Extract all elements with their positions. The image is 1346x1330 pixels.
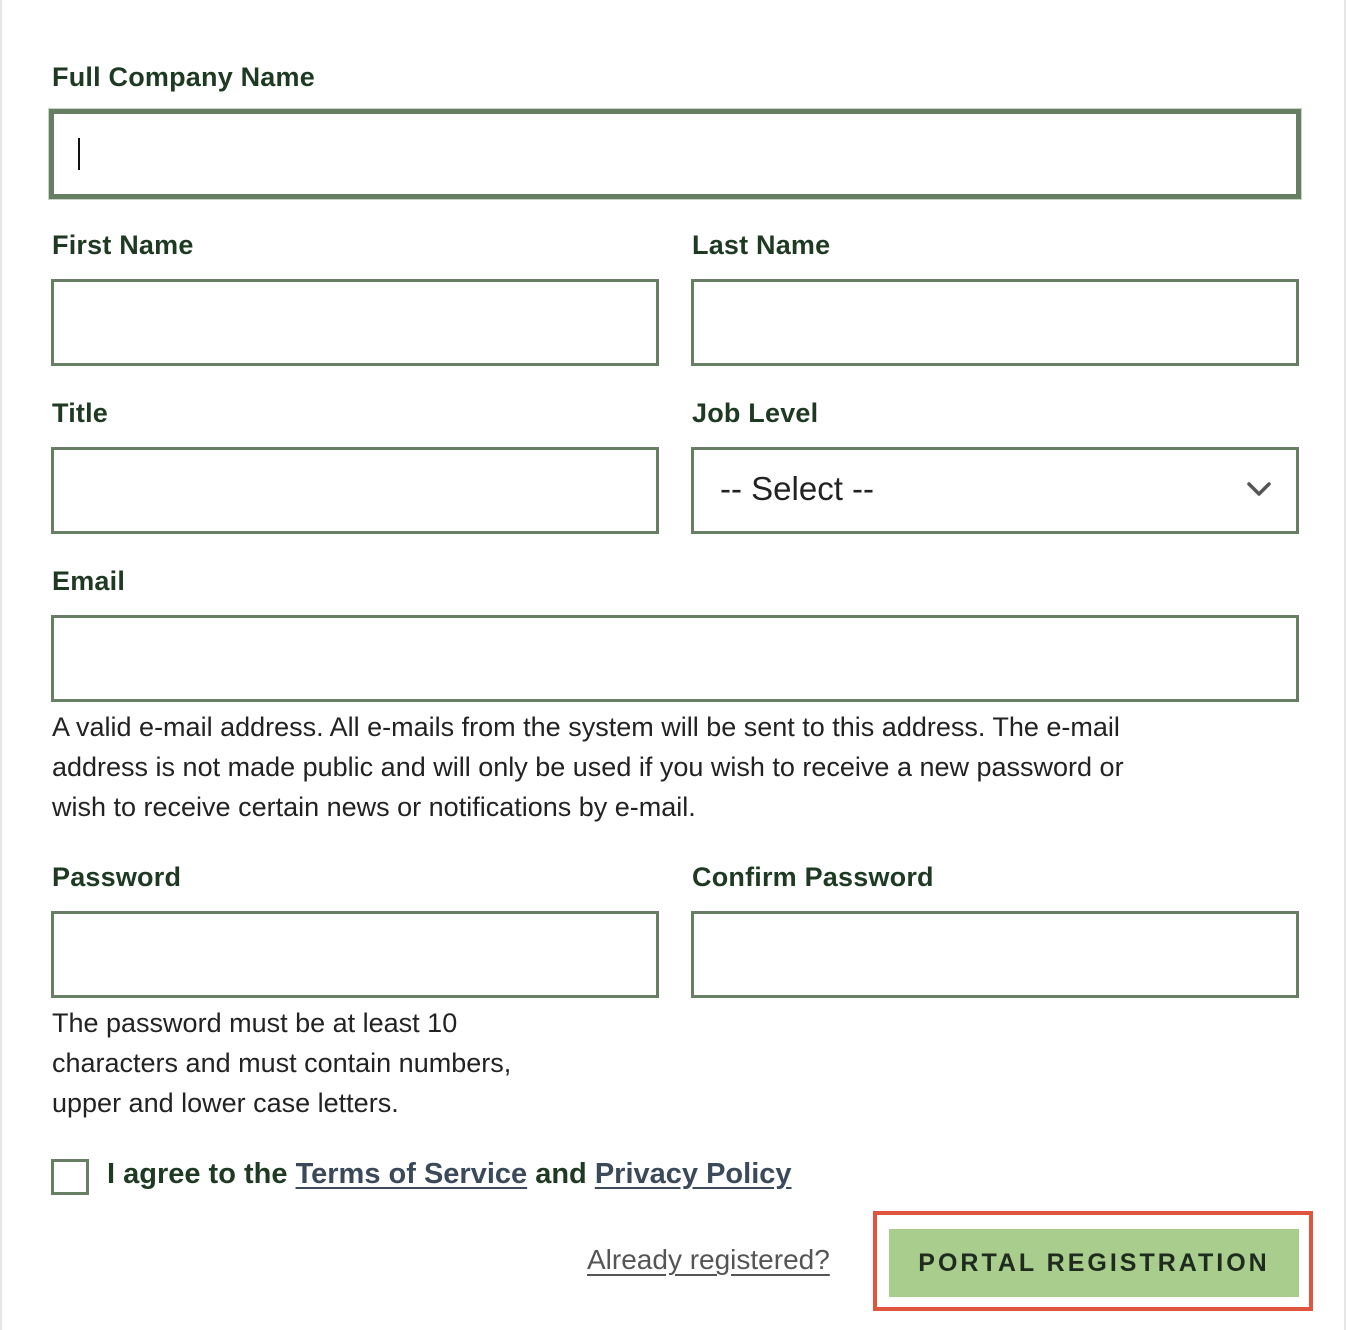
agree-text <box>107 1158 792 1191</box>
terms-of-service-link[interactable]: Terms of Service <box>295 1158 528 1190</box>
password-help-text <box>52 1003 511 1123</box>
confirm-password-label: Confirm Password <box>692 862 934 892</box>
password-help-line: characters and must contain numbers, <box>52 1048 512 1078</box>
portal-registration-button[interactable]: PORTAL REGISTRATION <box>889 1229 1299 1297</box>
company-name-label: Full Company Name <box>52 62 315 92</box>
already-registered-link[interactable]: Already registered? <box>587 1244 830 1275</box>
confirm-password-input[interactable] <box>691 911 1299 998</box>
password-label: Password <box>52 862 182 892</box>
last-name-label: Last Name <box>692 230 831 260</box>
password-help-line: The password must be at least 10 <box>52 1008 458 1038</box>
title-input[interactable] <box>51 447 659 534</box>
password-input[interactable] <box>51 911 659 998</box>
chevron-down-icon <box>1246 476 1272 502</box>
agree-middle: and <box>535 1158 587 1190</box>
password-help-line: upper and lower case letters. <box>52 1088 399 1118</box>
job-level-select[interactable] <box>691 447 1299 534</box>
job-level-label: Job Level <box>692 398 819 428</box>
first-name-input[interactable] <box>51 279 659 366</box>
first-name-label: First Name <box>52 230 194 260</box>
agree-checkbox[interactable] <box>51 1159 89 1195</box>
email-help-line: A valid e-mail address. All e-mails from the system will be sent to this address. The e-mail <box>52 712 1120 742</box>
agree-prefix: I agree to the <box>107 1158 288 1190</box>
text-caret <box>78 138 80 170</box>
email-help-line: wish to receive certain news or notifications by e-mail. <box>52 792 696 822</box>
email-help-line: address is not made public and will only be used if you wish to receive a new password or <box>52 752 1124 782</box>
email-label: Email <box>52 566 126 596</box>
last-name-input[interactable] <box>691 279 1299 366</box>
email-help-text <box>52 707 1124 827</box>
privacy-policy-link[interactable]: Privacy Policy <box>594 1158 792 1190</box>
title-label: Title <box>52 398 109 428</box>
job-level-selected-value: -- Select -- <box>720 470 875 507</box>
email-input[interactable] <box>51 615 1299 702</box>
company-name-input[interactable] <box>49 109 1301 199</box>
